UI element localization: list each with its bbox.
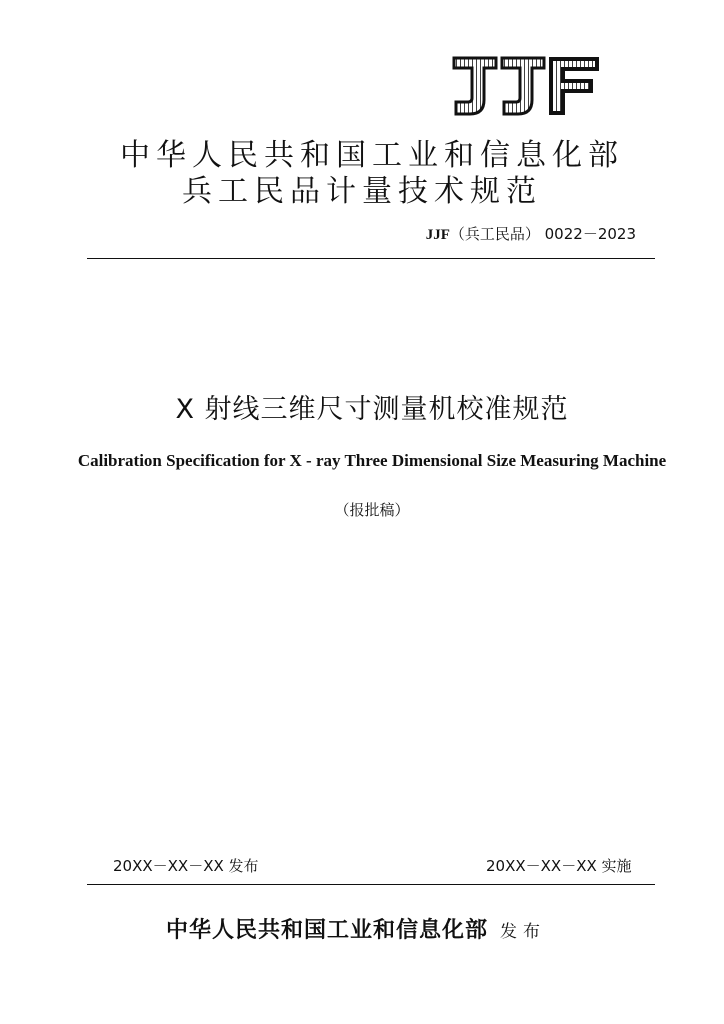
document-title-en: Calibration Specification for X - ray Three Dimensional Size Measuring Machine <box>77 451 667 470</box>
footer-divider <box>87 884 655 885</box>
jjf-logo <box>452 56 600 116</box>
header-divider <box>87 258 655 259</box>
document-title-cn: X 射线三维尺寸测量机校准规范 <box>175 394 569 425</box>
specification-series-title: 兵工民品计量技术规范 <box>182 174 542 209</box>
publisher <box>166 916 546 947</box>
standard-number <box>426 224 636 245</box>
draft-status: （报批稿） <box>334 501 410 519</box>
logo-letter-j1 <box>454 58 496 114</box>
issue-date: 20XX－XX－XX 发布 <box>113 857 259 875</box>
standard-prefix: JJF <box>425 227 450 243</box>
logo-letter-j2 <box>502 58 544 114</box>
publisher-name: 中华人民共和国工业和信息化部 <box>166 918 489 943</box>
publisher-suffix: 发布 <box>500 922 547 942</box>
standard-code: （兵工民品） 0022－2023 <box>449 225 636 243</box>
jjf-logo-graphic <box>452 56 600 116</box>
logo-letter-f <box>550 58 598 114</box>
issuing-ministry-title: 中华人民共和国工业和信息化部 <box>120 138 624 173</box>
implementation-date: 20XX－XX－XX 实施 <box>486 857 632 875</box>
